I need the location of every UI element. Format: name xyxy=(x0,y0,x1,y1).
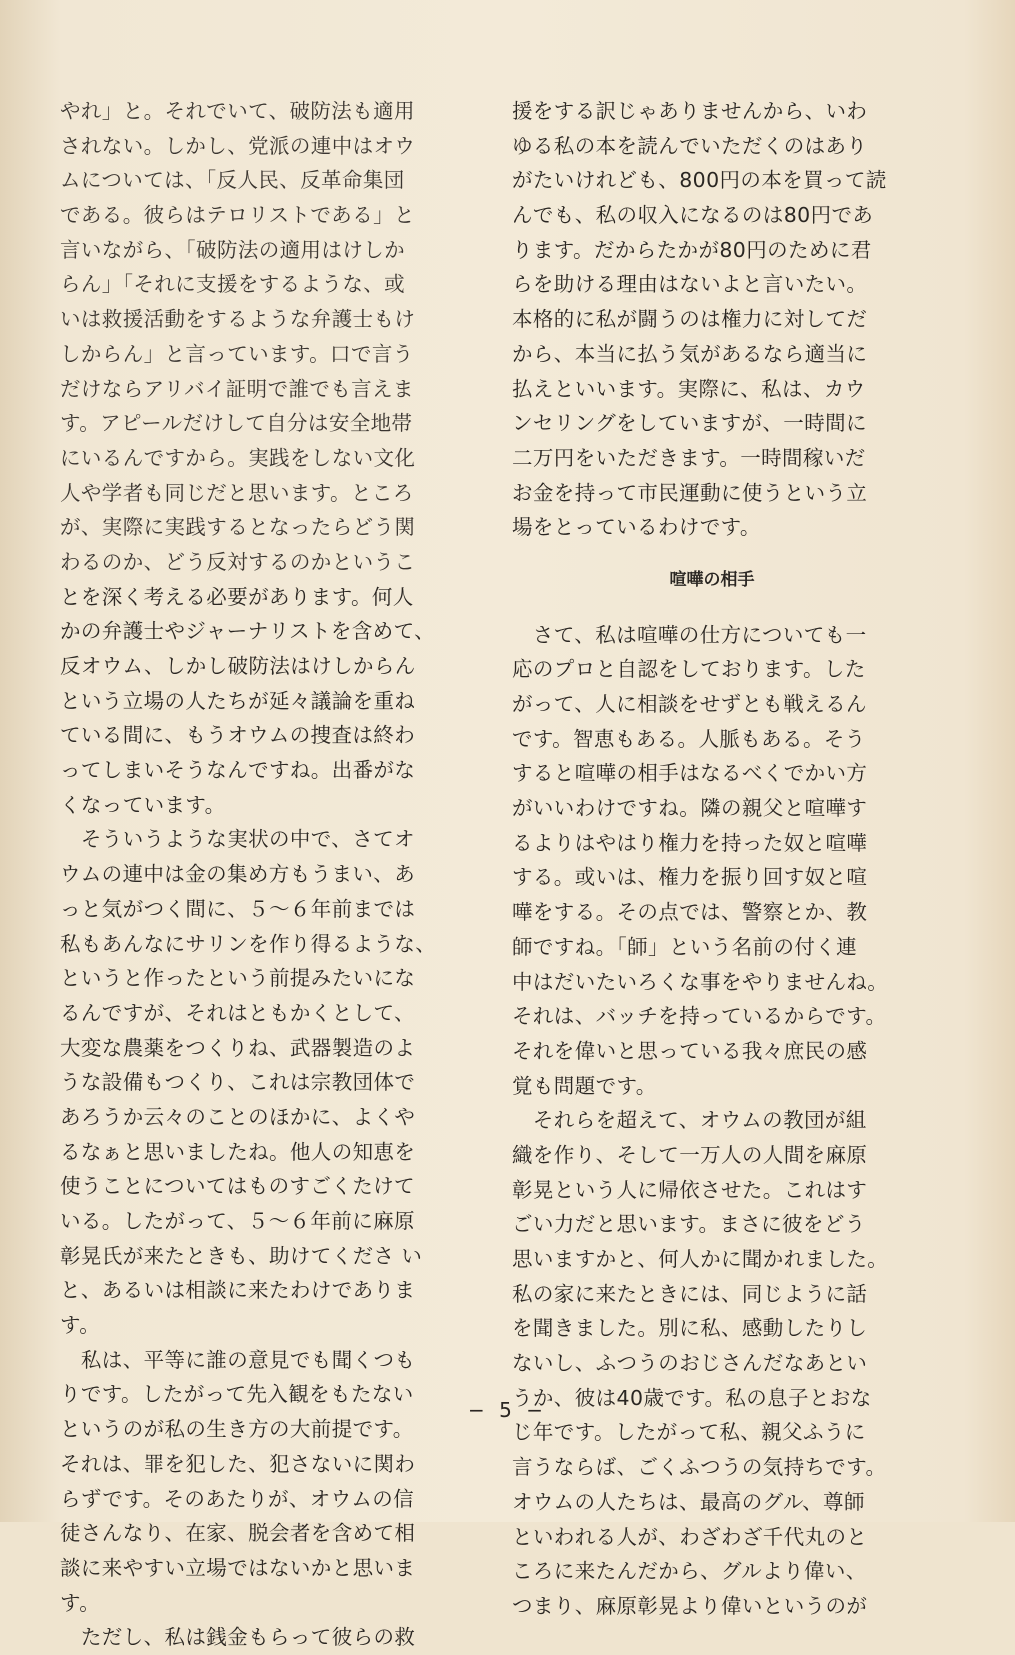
text-line: 人や学者も同じだと思います。ところ xyxy=(60,480,414,505)
text-line: つまり、麻原彰晃より偉いというのが xyxy=(512,1593,868,1618)
text-line: じ年です。したがって私、親父ふうに xyxy=(512,1420,866,1445)
text-line: す。アピールだけして自分は安全地帯 xyxy=(60,411,413,436)
text-line: にいるんですから。実践をしない文化 xyxy=(60,445,416,470)
text-line: 大変な農薬をつくりね、武器製造のよ xyxy=(60,1035,416,1060)
text-line: す。 xyxy=(60,1313,101,1338)
text-line: それは、バッチを持っているからです。 xyxy=(512,1004,887,1029)
right-text-column xyxy=(512,94,912,1624)
text-line: ムについては、「反人民、反革命集団 xyxy=(60,168,405,193)
text-line: 反オウム、しかし破防法はけしからん xyxy=(60,654,416,678)
text-line: るんですが、それはともかくとして、 xyxy=(60,1000,415,1025)
text-line: 覚も問題です。 xyxy=(512,1073,657,1098)
text-line: 私もあんなにサリンを作り得るような、 xyxy=(60,931,437,956)
text-line: かの弁護士やジャーナリストを含めて、 xyxy=(60,619,435,644)
text-line: らずです。そのあたりが、オウムの信 xyxy=(60,1486,415,1511)
text-line: ている間に、もうオウムの捜査は終わ xyxy=(60,723,416,748)
text-line: 私の家に来たときには、同じように話 xyxy=(512,1281,868,1306)
text-line: ってしまいそうなんですね。出番がな xyxy=(60,758,416,783)
text-line: ウムの連中は金の集め方もうまい、あ xyxy=(60,862,416,887)
text-line: と、あるいは相談に来たわけでありま xyxy=(60,1278,416,1303)
text-line: りです。したがって先入観をもたない xyxy=(60,1382,414,1407)
text-line: うな設備もつくり、これは宗教団体で xyxy=(60,1070,416,1095)
text-line: がたいけれども、800円の本を買って読 xyxy=(512,168,887,193)
text-line: 言いながら、「破防法の適用はけしか xyxy=(60,237,406,262)
text-line: する。或いは、権力を振り回す奴と喧 xyxy=(512,865,868,890)
text-line: そういうような実状の中で、さてオ xyxy=(60,827,415,852)
text-line: やれ」と。それでいて、破防法も適用 xyxy=(60,99,415,123)
text-line: んでも、私の収入になるのは80円であ xyxy=(512,203,874,228)
text-line: 徒さんなり、在家、脱会者を含めて相 xyxy=(60,1521,416,1546)
text-line: 応のプロと自認をしております。した xyxy=(512,657,866,682)
text-line: 二万円をいただきます。一時間稼いだ xyxy=(512,445,866,470)
text-line: 中はだいたいろくな事をやりませんね。 xyxy=(512,969,889,994)
text-line: ないし、ふつうのおじさんだなあとい xyxy=(512,1351,868,1376)
text-line: ころに来たんだから、グルより偉い、 xyxy=(512,1559,867,1584)
section-heading: 喧嘩の相手 xyxy=(669,569,755,590)
page-number: − 5 − xyxy=(468,1398,547,1422)
text-line: 談に来やすい立場ではないかと思いま xyxy=(60,1555,416,1580)
text-line: とを深く考える必要があります。何人 xyxy=(60,584,414,609)
text-line: 使うことについてはものすごくたけて xyxy=(60,1174,415,1199)
text-line: それらを超えて、オウムの教団が組 xyxy=(512,1108,867,1133)
text-line: お金を持って市民運動に使うという立 xyxy=(512,480,868,505)
text-line: わるのか、どう反対するのかというこ xyxy=(60,549,416,574)
text-line: いは救援活動をするような弁護士もけ xyxy=(60,307,416,332)
text-line: それを偉いと思っている我々庶民の感 xyxy=(512,1038,868,1063)
text-line: さて、私は喧嘩の仕方についても一 xyxy=(512,622,867,647)
text-line: 援をする訳じゃありませんから、いわ xyxy=(512,99,868,123)
right-column-top-paragraphs xyxy=(512,94,912,545)
text-line: くなっています。 xyxy=(60,792,226,817)
text-line: ゆる私の本を読んでいただくのはあり xyxy=(512,133,868,158)
text-line: それは、罪を犯した、犯さないに関わ xyxy=(60,1451,416,1476)
text-line: ごい力だと思います。まさに彼をどう xyxy=(512,1212,866,1237)
text-line: 彰晃という人に帰依させた。これはす xyxy=(512,1177,868,1202)
text-line: らを助ける理由はないよと言いたい。 xyxy=(512,272,868,297)
text-line: あろうか云々のことのほかに、よくや xyxy=(60,1104,416,1129)
text-line: である。彼らはテロリストである」と xyxy=(60,203,415,228)
text-line: 場をとっているわけです。 xyxy=(512,515,761,540)
text-line: いる。したがって、５〜６年前に麻原 xyxy=(60,1209,415,1233)
text-line: るよりはやはり権力を持った奴と喧嘩 xyxy=(512,830,868,855)
text-line: 本格的に私が闘うのは権力に対してだ xyxy=(512,307,868,332)
text-line: す。 xyxy=(60,1590,101,1615)
text-line: というのが私の生き方の大前提です。 xyxy=(60,1417,414,1442)
text-line: らん」「それに支援をするような、或 xyxy=(60,272,406,297)
text-line: 払えといいます。実際に、私は、カウ xyxy=(512,376,866,401)
text-line: がいいわけですね。隣の親父と喧嘩す xyxy=(512,796,868,821)
text-line: 私は、平等に誰の意見でも聞くつも xyxy=(60,1347,416,1372)
text-line: を聞きました。別に私、感動したりし xyxy=(512,1316,868,1341)
text-line: 彰晃氏が来たときも、助けてくださ い xyxy=(60,1243,423,1268)
text-line: です。智恵もある。人脈もある。そう xyxy=(512,726,866,751)
text-line: 織を作り、そして一万人の人間を麻原 xyxy=(512,1142,868,1167)
text-line: だけならアリバイ証明で誰でも言えま xyxy=(60,376,414,401)
text-line: オウムの人たちは、最高のグル、尊師 xyxy=(512,1489,865,1514)
text-line: されない。しかし、党派の連中はオウ xyxy=(60,133,416,158)
text-line: 言うならば、ごくふつうの気持ちです。 xyxy=(512,1455,887,1480)
text-line: がって、人に相談をせずとも戦えるん xyxy=(512,692,867,716)
text-line: という立場の人たちが延々議論を重ね xyxy=(60,688,416,713)
text-line: から、本当に払う気があるなら適当に xyxy=(512,341,868,366)
text-line: が、実際に実践するとなったらどう関 xyxy=(60,515,416,540)
text-line: といわれる人が、わざわざ千代丸のと xyxy=(512,1524,868,1549)
text-line: 師ですね。「師」という名前の付く連 xyxy=(512,934,858,959)
text-line: うか、彼は40歳です。私の息子とおな xyxy=(512,1385,872,1410)
text-line: ンセリングをしていますが、一時間に xyxy=(512,411,867,436)
text-line: るなぁと思いましたね。他人の知恵を xyxy=(60,1139,416,1164)
text-line: ただし、私は銭金もらって彼らの救 xyxy=(60,1625,416,1650)
text-line: っと気がつく間に、５〜６年前までは xyxy=(60,896,416,921)
text-line: しからん」と言っています。口で言う xyxy=(60,341,414,366)
text-line: 思いますかと、何人かに聞かれました。 xyxy=(512,1247,889,1271)
text-line: すると喧嘩の相手はなるべくでかい方 xyxy=(512,761,868,786)
text-line: というと作ったという前提みたいにな xyxy=(60,966,416,991)
right-column-bottom-paragraphs xyxy=(512,618,912,1624)
text-line: 嘩をする。その点では、警察とか、教 xyxy=(512,900,868,925)
text-line: ります。だからたかが80円のために君 xyxy=(512,237,872,262)
